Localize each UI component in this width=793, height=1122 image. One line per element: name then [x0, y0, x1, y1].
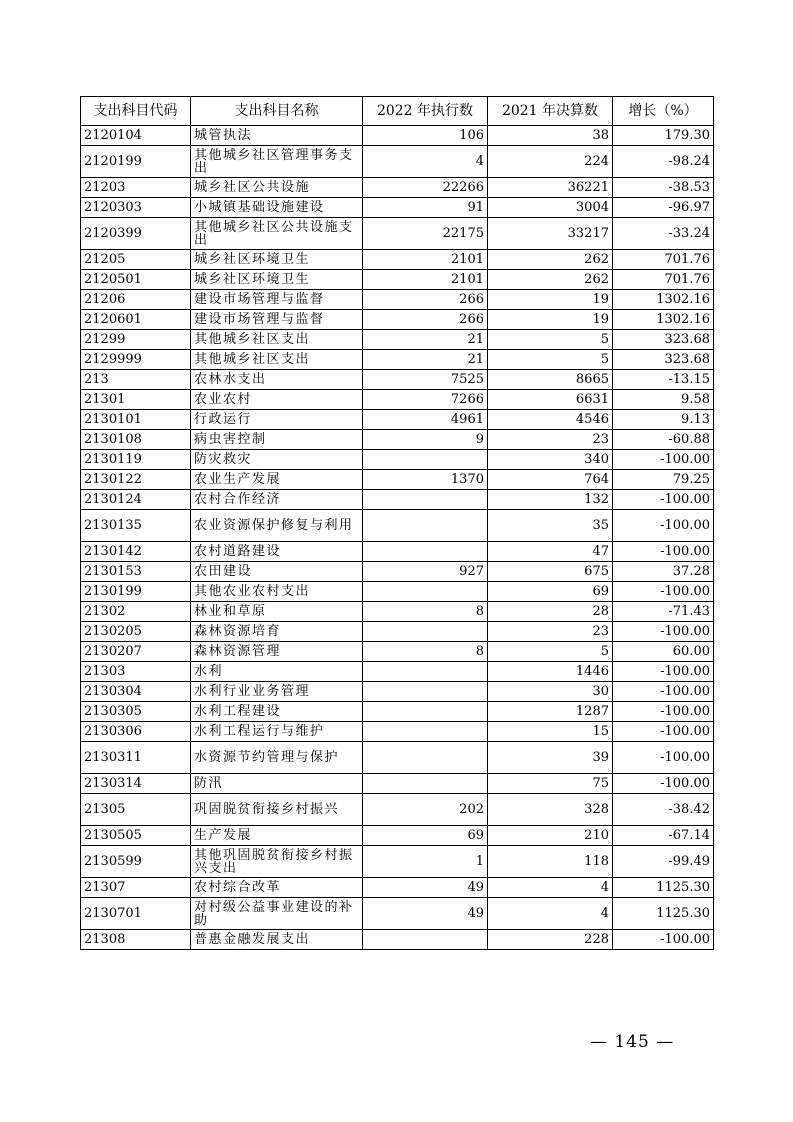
table-row [81, 330, 714, 350]
cell-2022: 21 [363, 350, 488, 370]
cell-growth: -100.00 [613, 774, 714, 794]
cell-2022: 927 [363, 562, 488, 582]
table-row [81, 250, 714, 270]
cell-growth: -100.00 [613, 542, 714, 562]
cell-2021: 262 [488, 270, 613, 290]
cell-growth: 1125.30 [613, 898, 714, 930]
cell-growth: -100.00 [613, 722, 714, 742]
cell-growth: -98.24 [613, 146, 714, 178]
cell-2022: 266 [363, 290, 488, 310]
cell-growth: 9.58 [613, 390, 714, 410]
cell-2022: 266 [363, 310, 488, 330]
cell-2022: 22175 [363, 218, 488, 250]
cell-code: 2130101 [81, 410, 191, 430]
cell-2022 [363, 774, 488, 794]
cell-code: 2130135 [81, 510, 191, 542]
cell-2021: 23 [488, 622, 613, 642]
cell-code: 2130207 [81, 642, 191, 662]
cell-code: 21308 [81, 930, 191, 950]
cell-2021: 19 [488, 310, 613, 330]
cell-2021: 675 [488, 562, 613, 582]
cell-growth: 60.00 [613, 642, 714, 662]
cell-code: 2120601 [81, 310, 191, 330]
cell-growth: -100.00 [613, 622, 714, 642]
table-row [81, 510, 714, 542]
table-row [81, 722, 714, 742]
cell-2022: 7525 [363, 370, 488, 390]
cell-2022: 8 [363, 642, 488, 662]
cell-code: 21303 [81, 662, 191, 682]
cell-2021: 5 [488, 350, 613, 370]
cell-2022 [363, 702, 488, 722]
cell-growth: -100.00 [613, 582, 714, 602]
table-header-row [81, 97, 714, 126]
cell-code: 2130119 [81, 450, 191, 470]
cell-2021: 228 [488, 930, 613, 950]
cell-name: 城管执法 [191, 126, 363, 146]
cell-code: 21307 [81, 878, 191, 898]
cell-growth: -100.00 [613, 682, 714, 702]
cell-2021: 33217 [488, 218, 613, 250]
cell-2022 [363, 682, 488, 702]
cell-2022: 9 [363, 430, 488, 450]
cell-name: 巩固脱贫衔接乡村振兴 [191, 794, 363, 826]
cell-code: 2130599 [81, 846, 191, 878]
table-row [81, 310, 714, 330]
cell-name: 其他城乡社区支出 [191, 330, 363, 350]
cell-2021: 38 [488, 126, 613, 146]
cell-growth: 37.28 [613, 562, 714, 582]
cell-2021: 6631 [488, 390, 613, 410]
cell-name: 病虫害控制 [191, 430, 363, 450]
table-row [81, 846, 714, 878]
cell-code: 21305 [81, 794, 191, 826]
cell-name: 农村道路建设 [191, 542, 363, 562]
cell-name: 其他城乡社区公共设施支出 [191, 218, 363, 250]
table-row [81, 490, 714, 510]
cell-2021: 118 [488, 846, 613, 878]
cell-2022: 8 [363, 602, 488, 622]
cell-name: 水利工程运行与维护 [191, 722, 363, 742]
cell-name: 城乡社区环境卫生 [191, 270, 363, 290]
cell-name: 防汛 [191, 774, 363, 794]
cell-2021: 262 [488, 250, 613, 270]
cell-growth: 1125.30 [613, 878, 714, 898]
cell-2021: 69 [488, 582, 613, 602]
cell-2022 [363, 510, 488, 542]
table-row [81, 218, 714, 250]
table-row [81, 470, 714, 490]
cell-2022: 2101 [363, 270, 488, 290]
cell-2021: 4546 [488, 410, 613, 430]
cell-name: 建设市场管理与监督 [191, 290, 363, 310]
cell-2022 [363, 622, 488, 642]
cell-2022: 4961 [363, 410, 488, 430]
cell-name: 其他城乡社区管理事务支出 [191, 146, 363, 178]
cell-code: 2129999 [81, 350, 191, 370]
table-row [81, 146, 714, 178]
cell-growth: -100.00 [613, 662, 714, 682]
cell-name: 森林资源培育 [191, 622, 363, 642]
cell-name: 其他城乡社区支出 [191, 350, 363, 370]
cell-growth: 1302.16 [613, 310, 714, 330]
table-row [81, 350, 714, 370]
cell-name: 行政运行 [191, 410, 363, 430]
cell-2022: 69 [363, 826, 488, 846]
table-row [81, 898, 714, 930]
cell-2022 [363, 662, 488, 682]
cell-name: 水资源节约管理与保护 [191, 742, 363, 774]
table-row [81, 270, 714, 290]
cell-growth: -96.97 [613, 198, 714, 218]
table-row [81, 198, 714, 218]
cell-2021: 224 [488, 146, 613, 178]
table-row [81, 682, 714, 702]
cell-code: 2130122 [81, 470, 191, 490]
cell-code: 2120399 [81, 218, 191, 250]
cell-growth: 9.13 [613, 410, 714, 430]
cell-2021: 15 [488, 722, 613, 742]
table-row [81, 622, 714, 642]
cell-growth: 323.68 [613, 330, 714, 350]
table-row [81, 826, 714, 846]
cell-2022 [363, 450, 488, 470]
cell-growth: -100.00 [613, 450, 714, 470]
cell-growth: -67.14 [613, 826, 714, 846]
cell-2021: 4 [488, 878, 613, 898]
cell-2021: 36221 [488, 178, 613, 198]
table-row [81, 702, 714, 722]
cell-2022: 2101 [363, 250, 488, 270]
cell-code: 21205 [81, 250, 191, 270]
cell-growth: 701.76 [613, 250, 714, 270]
cell-2021: 3004 [488, 198, 613, 218]
cell-name: 农林水支出 [191, 370, 363, 390]
cell-2021: 30 [488, 682, 613, 702]
cell-code: 2120501 [81, 270, 191, 290]
cell-2022 [363, 722, 488, 742]
cell-code: 213 [81, 370, 191, 390]
cell-name: 建设市场管理与监督 [191, 310, 363, 330]
cell-name: 生产发展 [191, 826, 363, 846]
cell-2021: 340 [488, 450, 613, 470]
page-number: — 145 — [590, 1032, 675, 1052]
table-row [81, 390, 714, 410]
cell-name: 普惠金融发展支出 [191, 930, 363, 950]
cell-2021: 39 [488, 742, 613, 774]
cell-2022: 4 [363, 146, 488, 178]
cell-2021: 210 [488, 826, 613, 846]
cell-code: 2130311 [81, 742, 191, 774]
cell-growth: -100.00 [613, 702, 714, 722]
table-row [81, 178, 714, 198]
cell-code: 21299 [81, 330, 191, 350]
cell-name: 对村级公益事业建设的补助 [191, 898, 363, 930]
cell-2022: 202 [363, 794, 488, 826]
cell-code: 21301 [81, 390, 191, 410]
cell-code: 2130153 [81, 562, 191, 582]
cell-name: 其他农业农村支出 [191, 582, 363, 602]
cell-2021: 5 [488, 642, 613, 662]
expenditure-table [80, 96, 714, 950]
cell-name: 其他巩固脱贫衔接乡村振兴支出 [191, 846, 363, 878]
cell-growth: 1302.16 [613, 290, 714, 310]
cell-2022: 91 [363, 198, 488, 218]
cell-2021: 132 [488, 490, 613, 510]
cell-growth: -100.00 [613, 742, 714, 774]
cell-code: 2120104 [81, 126, 191, 146]
cell-name: 水利工程建设 [191, 702, 363, 722]
table-row [81, 430, 714, 450]
header-2021: 2021 年决算数 [488, 97, 613, 126]
cell-name: 农业农村 [191, 390, 363, 410]
cell-code: 2130505 [81, 826, 191, 846]
cell-growth: -38.53 [613, 178, 714, 198]
cell-name: 农业生产发展 [191, 470, 363, 490]
cell-name: 农业资源保护修复与利用 [191, 510, 363, 542]
cell-2021: 47 [488, 542, 613, 562]
header-name: 支出科目名称 [191, 97, 363, 126]
cell-growth: -100.00 [613, 930, 714, 950]
cell-2021: 328 [488, 794, 613, 826]
cell-name: 农村合作经济 [191, 490, 363, 510]
table-row [81, 742, 714, 774]
table-row [81, 562, 714, 582]
cell-growth: -60.88 [613, 430, 714, 450]
cell-growth: -100.00 [613, 490, 714, 510]
table-row [81, 542, 714, 562]
table-row [81, 410, 714, 430]
table-row [81, 602, 714, 622]
cell-code: 2130304 [81, 682, 191, 702]
table-row [81, 450, 714, 470]
cell-code: 2130306 [81, 722, 191, 742]
cell-name: 城乡社区公共设施 [191, 178, 363, 198]
table-row [81, 370, 714, 390]
cell-2022 [363, 582, 488, 602]
table-body [81, 126, 714, 950]
cell-growth: -38.42 [613, 794, 714, 826]
header-code: 支出科目代码 [81, 97, 191, 126]
cell-code: 2120303 [81, 198, 191, 218]
cell-2021: 4 [488, 898, 613, 930]
table-row [81, 126, 714, 146]
cell-name: 林业和草原 [191, 602, 363, 622]
cell-code: 21203 [81, 178, 191, 198]
cell-name: 城乡社区环境卫生 [191, 250, 363, 270]
cell-growth: -13.15 [613, 370, 714, 390]
cell-2022 [363, 542, 488, 562]
cell-name: 水利行业业务管理 [191, 682, 363, 702]
cell-name: 防灾救灾 [191, 450, 363, 470]
cell-growth: 179.30 [613, 126, 714, 146]
table-row [81, 642, 714, 662]
cell-code: 2130305 [81, 702, 191, 722]
cell-code: 2130108 [81, 430, 191, 450]
cell-2021: 75 [488, 774, 613, 794]
cell-2021: 28 [488, 602, 613, 622]
cell-code: 21302 [81, 602, 191, 622]
cell-growth: 323.68 [613, 350, 714, 370]
cell-code: 2130199 [81, 582, 191, 602]
cell-2022: 7266 [363, 390, 488, 410]
cell-name: 农田建设 [191, 562, 363, 582]
cell-2022: 49 [363, 878, 488, 898]
cell-2022: 106 [363, 126, 488, 146]
cell-2021: 1446 [488, 662, 613, 682]
cell-2021: 8665 [488, 370, 613, 390]
cell-name: 农村综合改革 [191, 878, 363, 898]
cell-2022 [363, 930, 488, 950]
cell-growth: 79.25 [613, 470, 714, 490]
cell-2021: 5 [488, 330, 613, 350]
cell-growth: -99.49 [613, 846, 714, 878]
cell-name: 小城镇基础设施建设 [191, 198, 363, 218]
cell-2021: 1287 [488, 702, 613, 722]
cell-code: 21206 [81, 290, 191, 310]
cell-2022 [363, 742, 488, 774]
cell-name: 水利 [191, 662, 363, 682]
table-row [81, 878, 714, 898]
cell-code: 2130124 [81, 490, 191, 510]
table-row [81, 290, 714, 310]
cell-code: 2130701 [81, 898, 191, 930]
cell-2021: 764 [488, 470, 613, 490]
header-2022: 2022 年执行数 [363, 97, 488, 126]
cell-code: 2130205 [81, 622, 191, 642]
cell-growth: -71.43 [613, 602, 714, 622]
cell-name: 森林资源管理 [191, 642, 363, 662]
cell-2022: 1370 [363, 470, 488, 490]
table-row [81, 662, 714, 682]
header-growth: 增长（%） [613, 97, 714, 126]
cell-growth: 701.76 [613, 270, 714, 290]
table-row [81, 774, 714, 794]
cell-code: 2120199 [81, 146, 191, 178]
cell-2021: 35 [488, 510, 613, 542]
cell-code: 2130142 [81, 542, 191, 562]
cell-2021: 19 [488, 290, 613, 310]
cell-2022: 21 [363, 330, 488, 350]
cell-2021: 23 [488, 430, 613, 450]
table-row [81, 582, 714, 602]
cell-growth: -100.00 [613, 510, 714, 542]
cell-2022 [363, 490, 488, 510]
cell-code: 2130314 [81, 774, 191, 794]
cell-growth: -33.24 [613, 218, 714, 250]
cell-2022: 1 [363, 846, 488, 878]
table-row [81, 930, 714, 950]
table-row [81, 794, 714, 826]
cell-2022: 22266 [363, 178, 488, 198]
cell-2022: 49 [363, 898, 488, 930]
